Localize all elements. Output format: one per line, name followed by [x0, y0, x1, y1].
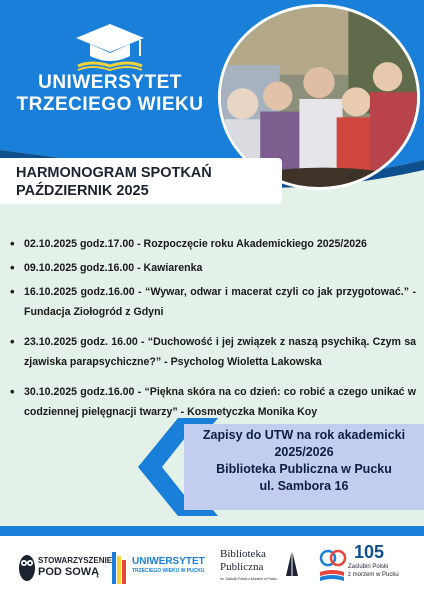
- schedule-item-text: 30.10.2025 godz.16.00 - “Piękna skóra na co dzień: co robić a czego unikać w codziennej pielęgnacji twarzy” - Kosmetyczka Monika Koy: [24, 386, 416, 418]
- schedule-item: [10, 234, 416, 254]
- owl-icon: [18, 552, 36, 582]
- polish-flag-icon: [320, 568, 344, 584]
- sponsor-footer: [0, 536, 424, 600]
- schedule-item-text: 09.10.2025 godz.16.00 - Kawiarenka: [24, 262, 203, 274]
- registration-box: [184, 424, 424, 510]
- sponsor3-line1: Biblioteka: [220, 548, 266, 560]
- registration-line4: ul. Sambora 16: [259, 479, 349, 493]
- registration-line2: 2025/2026: [274, 445, 334, 459]
- schedule-item-text: 02.10.2025 godz.17.00 - Rozpoczęcie roku Akademickiego 2025/2026: [24, 238, 367, 250]
- footer-band: [0, 526, 424, 536]
- title-line1: HARMONOGRAM SPOTKAŃ: [16, 165, 212, 181]
- schedule-item: [10, 382, 416, 422]
- bullet-icon: •: [10, 334, 15, 349]
- sponsor4-line2: z morzem w Pucku: [348, 572, 399, 578]
- sponsor2-line1: UNIWERSYTET: [132, 556, 205, 567]
- logo-line2: TRZECIEGO WIEKU: [16, 94, 204, 115]
- bullet-icon: •: [10, 284, 15, 299]
- bullet-icon: •: [10, 260, 15, 275]
- schedule-item: [10, 282, 416, 322]
- sponsor3-line3: im. Zadiulin Polski z Morzem w Pucku: [220, 577, 277, 581]
- schedule-item: [10, 258, 416, 278]
- rings-icon: [318, 548, 352, 568]
- sponsor-pod-sowa: [18, 548, 113, 592]
- schedule-item-text: 23.10.2025 godz. 16.00 - “Duchowość i jej związek z naszą psychiką. Czym sa zjawiska parapsychiczne?” - Psycholog Wioletta Lakowska: [24, 336, 416, 368]
- book-icon: [284, 548, 300, 578]
- title-box: [0, 158, 282, 204]
- sponsor-biblioteka: [220, 544, 310, 592]
- sponsor-utw: [110, 546, 210, 590]
- registration-line3: Biblioteka Publiczna w Pucku: [216, 462, 392, 476]
- sponsor4-line1: Zaślubin Polski: [348, 564, 389, 570]
- book-stack-icon: [110, 550, 130, 586]
- sponsor3-line2: Publiczna: [220, 561, 264, 573]
- graduation-cap-icon: [72, 22, 148, 72]
- sponsor-105: [318, 544, 418, 592]
- registration-line1: Zapisy do UTW na rok akademicki: [202, 428, 406, 442]
- sponsor1-line1: STOWARZYSZENIE: [38, 556, 113, 565]
- bullet-icon: •: [10, 384, 15, 399]
- logo-line1: UNIWERSYTET: [38, 72, 182, 93]
- sponsor2-line2: TRZECIEGO WIEKU W PUCKU: [132, 568, 205, 574]
- sponsor1-line2: POD SOWĄ: [38, 566, 100, 578]
- title-line2: PAŹDZIERNIK 2025: [16, 183, 149, 199]
- schedule-item: [10, 332, 416, 372]
- schedule-item-text: 16.10.2025 godz.16.00 - “Wywar, odwar i macerat czyli co jak przygotować.” - Fundacja Ziołogród z Gdyni: [24, 286, 416, 318]
- sponsor4-number: 105: [354, 542, 385, 562]
- bullet-icon: •: [10, 236, 15, 251]
